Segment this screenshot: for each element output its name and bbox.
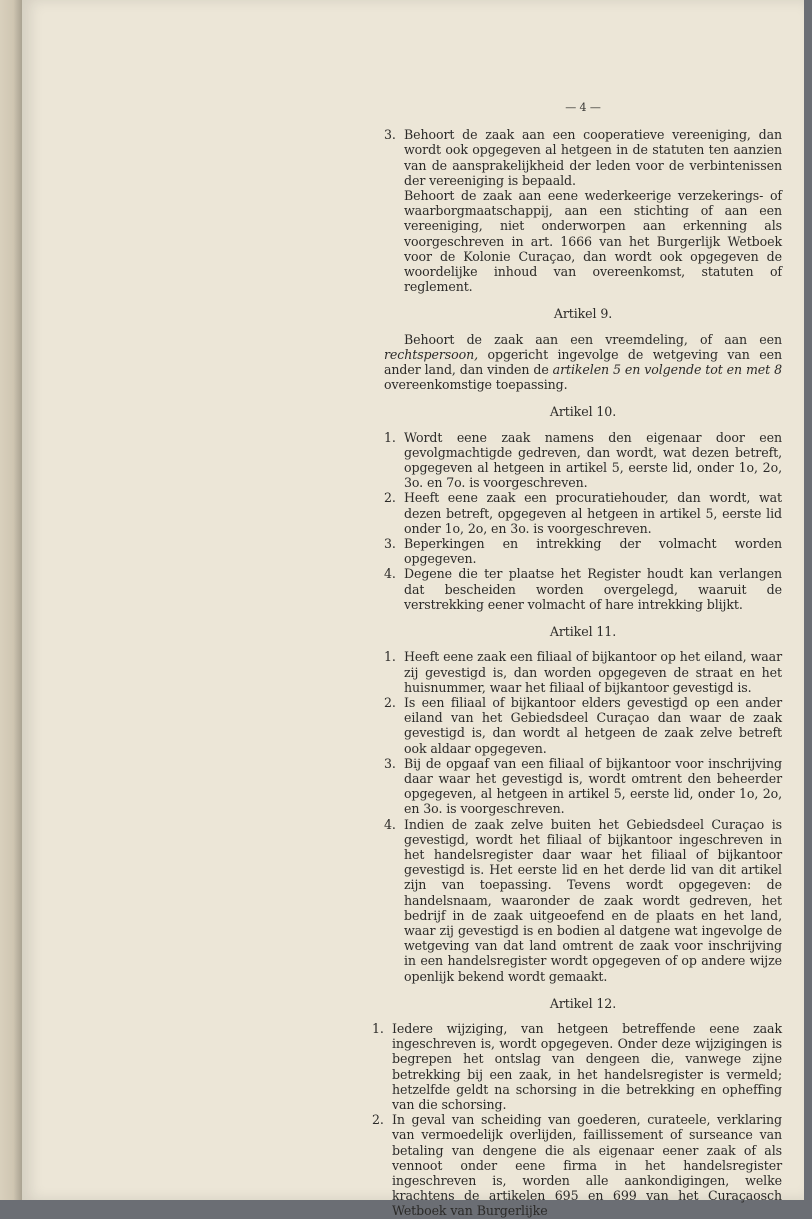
article-9-heading: Artikel 9. — [553, 306, 613, 322]
item-number: 3. — [384, 127, 396, 143]
item-number: 1. — [384, 649, 396, 665]
item-number: 2. — [384, 490, 396, 506]
item-text: Is een filiaal of bijkantoor elders gevestigd op een ander eiland van het Gebiedsdeel Curaçao dan waar de zaak gevestigd is, dan wordt al hetgeen de zaak zelve betreft ook aldaar opgegeven. — [404, 694, 782, 756]
document-page — [22, 0, 804, 1219]
item-number: 1. — [372, 1020, 384, 1036]
item-number: 4. — [384, 816, 396, 832]
item-text: Heeft eene zaak een procuratiehouder, dan wordt, wat dezen betreft, opgegeven al hetgeen in artikel 5, eerste lid onder 1o, 2o, en 3o. is voorgeschreven. — [404, 490, 782, 536]
item-text: Degene die ter plaatse het Register houdt kan verlangen dat bescheiden worden overgelegd, waaruit de verstrekking eener volmacht of hare intrekking blijkt. — [404, 566, 782, 612]
item-number: 3. — [384, 536, 396, 552]
text-span: overeenkomstige toepassing. — [384, 377, 568, 393]
list-item — [384, 536, 782, 566]
item-text: Bij de opgaaf van een filiaal of bijkantoor voor inschrijving daar waar het gevestigd is, wordt omtrent den beheerder opgegeven, al hetgeen in artikel 5, eerste lid, onder 1o, 2o, en 3o. is voorgeschreven. — [404, 755, 782, 817]
emphasis: artikelen 5 en volgende tot en met 8 — [552, 362, 782, 378]
item-text: Iedere wijziging, van hetgeen betreffende eene zaak ingeschreven is, wordt opgegeven. Onder deze wijzigingen is begrepen het ontslag van dengeen die, vanwege zijne betrekking bij een zaak, in het handelsregister is vermeld; hetzelfde geldt na schorsing in die betrekking en opheffing van die schorsing. — [392, 1020, 782, 1112]
item-number: 4. — [384, 566, 396, 582]
list-item — [384, 490, 782, 536]
item-text: Wordt eene zaak namens den eigenaar door een gevolgmachtigde gedreven, dan wordt, wat dezen betreft, opgegeven al hetgeen in artikel 5, eerste lid, onder 1o, 2o, 3o. en 7o. is voorgeschreven. — [404, 429, 782, 491]
item-text: Indien de zaak zelve buiten het Gebiedsdeel Curaçao is gevestigd, wordt het filiaal of bijkantoor ingeschreven in het handelsregister daar waar het filiaal of bijkantoor gevestigd is. Het eerste lid en het derde lid van dit artikel zijn van toepassing. Tevens wordt opgegeven: de handelsnaam, waaronder de zaak wordt gedreven, het bedrijf in de zaak uitgeoefend en de plaats en het land, waar zij gevestigd is en bodien al datgene wat ingevolge de wetgeving van dat land omtrent de zaak voor inschrijving in een handelsregister wordt opgegeven of op andere wijze openlijk bekend wordt gemaakt. — [404, 816, 782, 984]
item-text: In geval van scheiding van goederen, curateele, verklaring van vermoedelijk overlijden, faillissement of surseance van betaling van dengene die als eigenaar eener zaak of als vennoot onder eene firma in het handelsregister ingeschreven is, worden alle aankondigingen, welke krachtens de artikelen 695 en 699 van het Curaçaosch Wetboek van Burgerlijke — [392, 1112, 782, 1219]
list-item — [384, 649, 782, 695]
list-item — [384, 566, 782, 612]
emphasis: rechtspersoon, — [384, 346, 479, 362]
book-binding — [0, 0, 22, 1200]
item-number: 3. — [384, 755, 396, 771]
article-10-heading: Artikel 10. — [549, 404, 617, 420]
item-number: 1. — [384, 429, 396, 445]
list-item — [384, 756, 782, 817]
list-item — [372, 1112, 782, 1218]
item-text: Beperkingen en intrekking der volmacht worden opgegeven. — [404, 536, 782, 567]
item-text: Heeft eene zaak een filiaal of bijkantoor op het eiland, waar zij gevestigd is, dan worden opgegeven de straat en het huisnummer, waar het filiaal of bijkantoor gevestigd is. — [404, 649, 782, 695]
item-continuation: Behoort de zaak aan eene wederkeerige verzekerings- of waarborgmaatschappij, aan een stichting of aan een vereeniging, niet onderworpen aan erkenning als voorgeschreven in art. 1666 van het Burgerlijk Wetboek voor de Kolonie Curaçao, dan wordt ook opgegeven de woordelijke inhoud van overeenkomst, statuten of reglement. — [404, 188, 782, 295]
text-span: Behoort de zaak aan een vreemdeling, of aan een — [404, 331, 782, 347]
list-item — [384, 127, 782, 188]
item-number: 2. — [372, 1112, 384, 1128]
text-span: opgericht ingevolge de wetgeving van een ander land, dan vinden de — [384, 346, 782, 378]
article-12-heading: Artikel 12. — [549, 995, 617, 1011]
list-item — [372, 1021, 782, 1112]
article-9-text — [384, 332, 782, 393]
list-item — [384, 817, 782, 984]
page-text — [372, 100, 782, 1219]
list-item — [384, 695, 782, 756]
article-11-heading: Artikel 11. — [549, 624, 617, 640]
item-text: Behoort de zaak aan een cooperatieve vereeniging, dan wordt ook opgegeven al hetgeen in de statuten ten aanzien van de aansprakelijkheid der leden voor de verbintenissen der vereeniging is bepaald. — [404, 127, 782, 188]
page-number: — 4 — — [565, 101, 601, 114]
item-number: 2. — [384, 694, 396, 710]
list-item — [384, 430, 782, 491]
